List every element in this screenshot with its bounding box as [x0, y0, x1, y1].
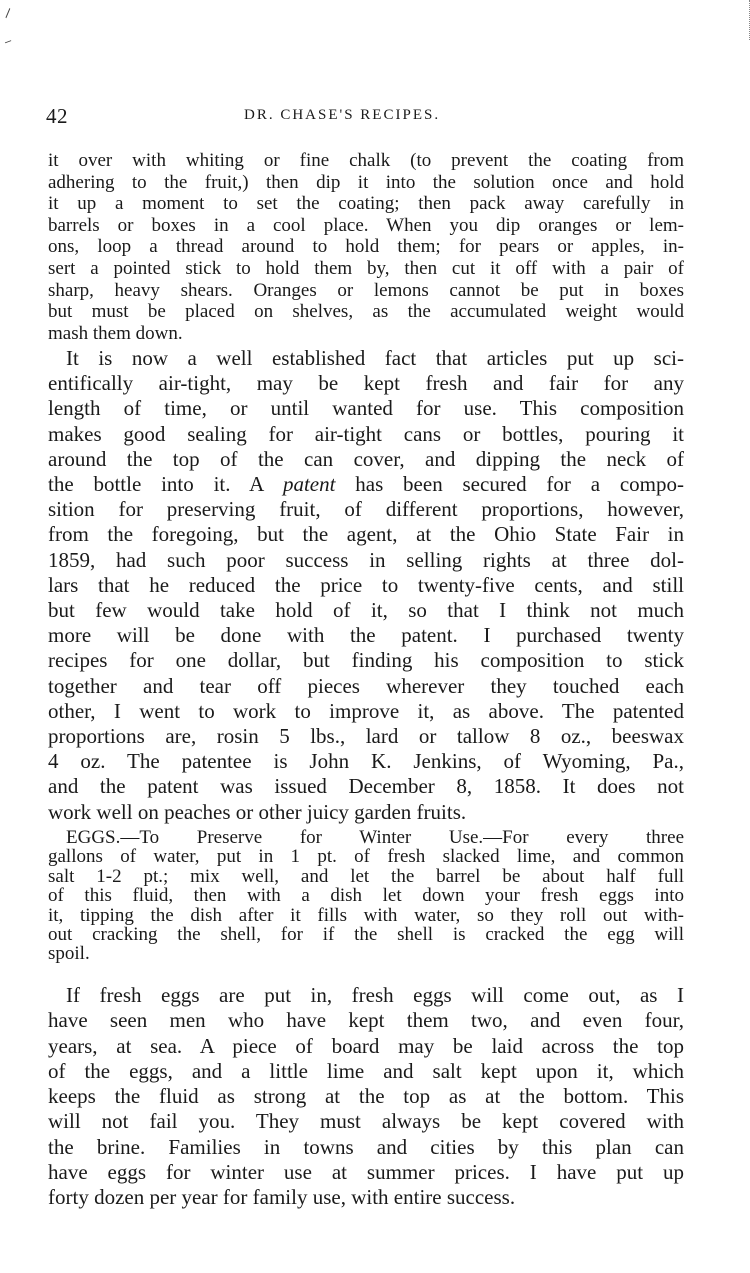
text-line: 1859, had such poor success in selling rights at three dol- — [48, 547, 684, 572]
text-line: proportions are, rosin 5 lbs., lard or tallow 8 oz., beeswax — [48, 724, 684, 749]
text-line: If fresh eggs are put in, fresh eggs will come out, as I — [66, 983, 684, 1007]
text-line: other, I went to work to improve it, as above. The patented — [48, 698, 684, 723]
text-line: it, tipping the dish after it fills with water, so they roll out with- — [48, 904, 684, 926]
text-line: keeps the fluid as strong at the top as at the bottom. This — [48, 1084, 684, 1109]
text-line: out cracking the shell, for if the shell is cracked the egg will — [48, 924, 684, 946]
text-line: barrels or boxes in a cool place. When you dip oranges or lem- — [48, 214, 684, 236]
page-edge — [745, 0, 750, 40]
scan-mark: ‒ — [1, 33, 14, 49]
text-line: sition for preserving fruit, of different proportions, however, — [48, 497, 684, 522]
text-line: ons, loop a thread around to hold them; for pears or apples, in- — [48, 236, 684, 258]
text-line: salt 1-2 pt.; mix well, and let the barrel be about half full — [48, 865, 684, 887]
text-line: adhering to the fruit,) then dip it into the solution once and hold — [48, 171, 684, 193]
text-line: length of time, or until wanted for use. This composition — [48, 396, 684, 421]
text-line: it up a moment to set the coating; then pack away carefully in — [48, 193, 684, 215]
paragraph-3 — [48, 828, 684, 964]
italic-word: patent — [282, 472, 336, 497]
text-line: more will be done with the patent. I purchased twenty — [48, 623, 684, 648]
scan-mark: \ — [1, 6, 15, 20]
text-line: spoil. — [48, 943, 90, 965]
text-line: sert a pointed stick to hold them by, then cut it off with a pair of — [48, 257, 684, 279]
text-line: and the patent was issued December 8, 1858. It does not — [48, 774, 684, 799]
text-line: together and tear off pieces wherever they touched each — [48, 673, 684, 698]
text-line: work well on peaches or other juicy garden fruits. — [48, 799, 467, 824]
text-line: but few would take hold of it, so that I think not much — [48, 598, 684, 623]
running-head: DR. CHASE'S RECIPES. — [244, 107, 441, 123]
text-line: mash them down. — [48, 322, 183, 344]
text-line: gallons of water, put in 1 pt. of fresh slacked lime, and common — [48, 846, 684, 868]
text-line: around the top of the can cover, and dipping the neck of — [48, 446, 684, 471]
text-line: lars that he reduced the price to twenty-five cents, and still — [48, 572, 684, 597]
page-number: 42 — [46, 104, 68, 128]
text-line: of the eggs, and a little lime and salt kept upon it, which — [48, 1058, 684, 1083]
paragraph-4 — [48, 983, 684, 1211]
text-line: of this fluid, then with a dish let down your fresh eggs into — [48, 885, 684, 907]
text-line: from the foregoing, but the agent, at the Ohio State Fair in — [48, 522, 684, 547]
text-line: sharp, heavy shears. Oranges or lemons cannot be put in boxes — [48, 279, 684, 301]
text-line: recipes for one dollar, but finding his composition to stick — [48, 648, 684, 673]
text-line: have seen men who have kept them two, and even four, — [48, 1008, 684, 1033]
paragraph-1 — [48, 150, 684, 344]
text-line: EGGS.—To Preserve for Winter Use.—For every three — [66, 827, 684, 848]
text-line: It is now a well established fact that articles put up sci- — [66, 346, 684, 370]
text-line: have eggs for winter use at summer prices. I have put up — [48, 1160, 684, 1185]
text-line: will not fail you. They must always be kept covered with — [48, 1109, 684, 1134]
text-line: forty dozen per year for family use, with entire success. — [48, 1185, 516, 1210]
text-line: the brine. Families in towns and cities by this plan can — [48, 1134, 684, 1159]
text-line: the bottle into it. A patent has been secured for a compo- — [48, 472, 685, 497]
text-line: it over with whiting or fine chalk (to prevent the coating from — [48, 150, 684, 171]
paragraph-2 — [48, 346, 684, 825]
page-header — [46, 104, 710, 130]
text-line: makes good sealing for air-tight cans or bottles, pouring it — [48, 421, 684, 446]
text-line: but must be placed on shelves, as the accumulated weight would — [48, 301, 684, 323]
text-line: 4 oz. The patentee is John K. Jenkins, of Wyoming, Pa., — [48, 749, 684, 774]
text-line: years, at sea. A piece of board may be laid across the top — [48, 1033, 684, 1058]
text-line: entifically air-tight, may be kept fresh and fair for any — [48, 371, 684, 396]
